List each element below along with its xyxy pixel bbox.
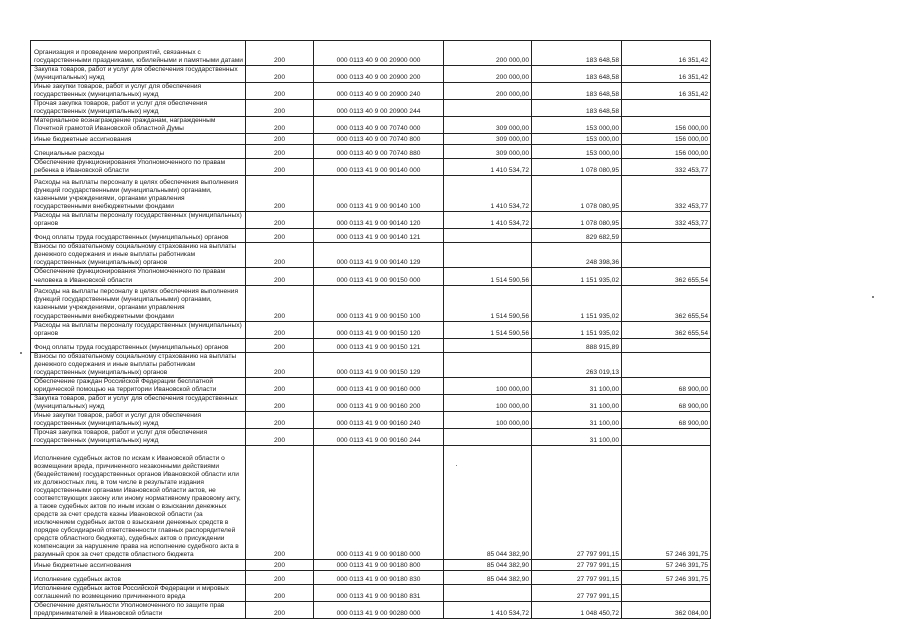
cell-approved: 100 000,00	[444, 394, 532, 411]
table-row	[31, 134, 711, 145]
cell-unexecuted	[622, 338, 711, 352]
cell-code: 200	[246, 268, 314, 285]
cell-name: Прочая закупка товаров, работ и услуг для обеспечения государственных (муниципальных) нужд	[31, 100, 246, 117]
cell-addr: 000 0113 41 9 00 90140 120	[314, 212, 444, 229]
table-row	[31, 428, 711, 445]
cell-code: 200	[246, 584, 314, 601]
table-row	[31, 176, 711, 212]
cell-name: Организация и проведение мероприятий, связанных с государственными праздниками, юбилейными и памятными датами	[31, 41, 246, 66]
cell-addr: 000 0113 41 9 00 90150 120	[314, 321, 444, 338]
cell-name: Обеспечение функционирования Уполномоченного по правам человека в Ивановской области	[31, 268, 246, 285]
cell-unexecuted: 68 900,00	[622, 411, 711, 428]
cell-executed: 31 100,00	[532, 394, 622, 411]
cell-code: 200	[246, 321, 314, 338]
cell-executed: 1 151 935,02	[532, 285, 622, 321]
cell-addr: 000 0113 41 9 00 90180 800	[314, 559, 444, 570]
budget-execution-table	[30, 40, 711, 619]
cell-code: 200	[246, 394, 314, 411]
cell-addr: 000 0113 41 9 00 90180 830	[314, 570, 444, 584]
cell-code: 200	[246, 570, 314, 584]
cell-name: Специальные расходы	[31, 145, 246, 159]
table-row	[31, 100, 711, 117]
cell-executed: 888 915,89	[532, 338, 622, 352]
cell-code: 200	[246, 602, 314, 619]
scan-speck	[456, 465, 457, 466]
cell-addr: 000 0113 40 9 00 20900 200	[314, 66, 444, 83]
cell-approved: 200 000,00	[444, 66, 532, 83]
table-row	[31, 584, 711, 601]
cell-executed: 1 078 080,95	[532, 159, 622, 176]
cell-addr: 000 0113 41 9 00 90160 240	[314, 411, 444, 428]
cell-addr: 000 0113 41 9 00 90150 100	[314, 285, 444, 321]
cell-unexecuted: 16 351,42	[622, 66, 711, 83]
cell-code: 200	[246, 145, 314, 159]
cell-executed: 31 100,00	[532, 428, 622, 445]
cell-executed: 153 000,00	[532, 145, 622, 159]
cell-unexecuted: 156 000,00	[622, 117, 711, 134]
cell-name: Исполнение судебных актов по искам к Ивановской области о возмещении вреда, причиненного незаконными действиями (бездействием) государственных органов Ивановской области или их должностных лиц, в том числе в результате издания государственными органами Ивановской области актов, не соответствующих закону или иному нормативному правовому акту, а также судебных актов по иным искам о взыскании денежных средств за счет средств казны Ивановской области (за исключением судебных актов о взыскании денежных средств в порядке субсидиарной ответственности главных распорядителей средств областного бюджета), судебных актов о присуждении компенсации за нарушение права на исполнение судебного акта в разумный срок за счет средств областного бюджета	[31, 445, 246, 559]
cell-name: Иные бюджетные ассигнования	[31, 559, 246, 570]
cell-addr: 000 0113 41 9 00 90140 121	[314, 229, 444, 243]
cell-approved: 200 000,00	[444, 83, 532, 100]
table-row	[31, 411, 711, 428]
cell-name: Исполнение судебных актов Российской Федерации и мировых соглашений по возмещению причиненного вреда	[31, 584, 246, 601]
cell-code: 200	[246, 83, 314, 100]
cell-executed: 31 100,00	[532, 377, 622, 394]
cell-unexecuted: 362 655,54	[622, 268, 711, 285]
cell-name: Материальное вознаграждение гражданам, награжденным Почетной грамотой Ивановской областной Думы	[31, 117, 246, 134]
cell-unexecuted: 362 084,00	[622, 602, 711, 619]
cell-approved: 100 000,00	[444, 411, 532, 428]
cell-code: 200	[246, 100, 314, 117]
table-row	[31, 285, 711, 321]
table-row	[31, 559, 711, 570]
table-row	[31, 268, 711, 285]
cell-code: 200	[246, 159, 314, 176]
cell-addr: 000 0113 41 9 00 90140 000	[314, 159, 444, 176]
cell-addr: 000 0113 40 9 00 70740 880	[314, 145, 444, 159]
cell-executed: 183 648,58	[532, 41, 622, 66]
cell-approved: 1 514 590,56	[444, 268, 532, 285]
cell-unexecuted	[622, 428, 711, 445]
table-row	[31, 445, 711, 559]
cell-unexecuted: 362 655,54	[622, 321, 711, 338]
cell-name: Взносы по обязательному социальному страхованию на выплаты денежного содержания и иные выплаты работникам государственных (муниципальных) органов	[31, 352, 246, 377]
cell-executed: 1 078 080,95	[532, 212, 622, 229]
table-row	[31, 83, 711, 100]
scan-speck	[872, 296, 874, 298]
cell-executed: 248 398,36	[532, 243, 622, 268]
table-body	[31, 41, 711, 619]
cell-approved: 1 410 534,72	[444, 159, 532, 176]
cell-executed: 27 797 991,15	[532, 445, 622, 559]
cell-name: Обеспечение граждан Российской Федерации бесплатной юридической помощью на территории Ивановской области	[31, 377, 246, 394]
cell-executed: 1 151 935,02	[532, 268, 622, 285]
cell-executed: 1 078 080,95	[532, 176, 622, 212]
cell-code: 200	[246, 445, 314, 559]
cell-approved: 85 044 382,90	[444, 570, 532, 584]
table-row	[31, 570, 711, 584]
cell-addr: 000 0113 41 9 00 90140 100	[314, 176, 444, 212]
table-row	[31, 394, 711, 411]
cell-unexecuted	[622, 229, 711, 243]
cell-executed: 1 048 450,72	[532, 602, 622, 619]
cell-unexecuted: 156 000,00	[622, 134, 711, 145]
cell-name: Закупка товаров, работ и услуг для обеспечения государственных (муниципальных) нужд	[31, 394, 246, 411]
cell-approved: 1 410 534,72	[444, 176, 532, 212]
cell-addr: 000 0113 41 9 00 90180 000	[314, 445, 444, 559]
cell-unexecuted: 332 453,77	[622, 212, 711, 229]
cell-addr: 000 0113 41 9 00 90280 000	[314, 602, 444, 619]
cell-name: Расходы на выплаты персоналу в целях обеспечения выполнения функций государственными (муниципальными) органами, казенными учреждениями, органами управления государственными внебюджетными фондами	[31, 285, 246, 321]
cell-name: Взносы по обязательному социальному страхованию на выплаты денежного содержания и иные выплаты работникам государственных (муниципальных) органов	[31, 243, 246, 268]
cell-unexecuted: 57 246 391,75	[622, 445, 711, 559]
cell-name: Иные закупки товаров, работ и услуг для обеспечения государственных (муниципальных) нужд	[31, 411, 246, 428]
cell-name: Расходы на выплаты персоналу государственных (муниципальных) органов	[31, 321, 246, 338]
cell-approved: 85 044 382,90	[444, 445, 532, 559]
table-row	[31, 352, 711, 377]
cell-code: 200	[246, 243, 314, 268]
cell-addr: 000 0113 41 9 00 90140 129	[314, 243, 444, 268]
cell-approved	[444, 352, 532, 377]
cell-unexecuted: 362 655,54	[622, 285, 711, 321]
cell-unexecuted: 16 351,42	[622, 83, 711, 100]
cell-executed: 1 151 935,02	[532, 321, 622, 338]
budget-report-sheet	[30, 40, 710, 619]
cell-code: 200	[246, 285, 314, 321]
cell-unexecuted	[622, 352, 711, 377]
table-row	[31, 377, 711, 394]
table-row	[31, 602, 711, 619]
cell-unexecuted	[622, 243, 711, 268]
cell-unexecuted: 57 246 391,75	[622, 570, 711, 584]
cell-approved: 1 514 590,56	[444, 321, 532, 338]
cell-unexecuted: 156 000,00	[622, 145, 711, 159]
cell-addr: 000 0113 41 9 00 90160 000	[314, 377, 444, 394]
cell-executed: 183 648,58	[532, 100, 622, 117]
cell-unexecuted: 332 453,77	[622, 159, 711, 176]
cell-approved: 1 410 534,72	[444, 602, 532, 619]
cell-code: 200	[246, 559, 314, 570]
cell-approved: 85 044 382,90	[444, 559, 532, 570]
table-row	[31, 321, 711, 338]
cell-approved: 309 000,00	[444, 145, 532, 159]
cell-approved	[444, 243, 532, 268]
cell-unexecuted: 68 900,00	[622, 377, 711, 394]
cell-approved: 1 410 534,72	[444, 212, 532, 229]
cell-code: 200	[246, 66, 314, 83]
cell-approved: 200 000,00	[444, 41, 532, 66]
cell-code: 200	[246, 41, 314, 66]
cell-executed: 263 019,13	[532, 352, 622, 377]
table-row	[31, 145, 711, 159]
cell-name: Фонд оплаты труда государственных (муниципальных) органов	[31, 338, 246, 352]
cell-name: Фонд оплаты труда государственных (муниципальных) органов	[31, 229, 246, 243]
cell-addr: 000 0113 40 9 00 20900 244	[314, 100, 444, 117]
table-row	[31, 229, 711, 243]
cell-approved: 100 000,00	[444, 377, 532, 394]
cell-code: 200	[246, 338, 314, 352]
cell-name: Исполнение судебных актов	[31, 570, 246, 584]
cell-code: 200	[246, 428, 314, 445]
cell-unexecuted: 57 246 391,75	[622, 559, 711, 570]
table-row	[31, 212, 711, 229]
cell-name: Иные закупки товаров, работ и услуг для обеспечения государственных (муниципальных) нужд	[31, 83, 246, 100]
cell-addr: 000 0113 41 9 00 90150 121	[314, 338, 444, 352]
cell-unexecuted: 332 453,77	[622, 176, 711, 212]
cell-code: 200	[246, 411, 314, 428]
cell-addr: 000 0113 41 9 00 90160 200	[314, 394, 444, 411]
cell-unexecuted: 68 900,00	[622, 394, 711, 411]
cell-code: 200	[246, 377, 314, 394]
cell-code: 200	[246, 212, 314, 229]
cell-code: 200	[246, 134, 314, 145]
cell-approved	[444, 229, 532, 243]
cell-code: 200	[246, 176, 314, 212]
cell-approved	[444, 584, 532, 601]
cell-executed: 31 100,00	[532, 411, 622, 428]
cell-addr: 000 0113 40 9 00 70740 000	[314, 117, 444, 134]
cell-executed: 183 648,58	[532, 66, 622, 83]
cell-approved: 309 000,00	[444, 117, 532, 134]
table-row	[31, 338, 711, 352]
cell-addr: 000 0113 40 9 00 20900 240	[314, 83, 444, 100]
cell-code: 200	[246, 229, 314, 243]
cell-executed: 183 648,58	[532, 83, 622, 100]
table-row	[31, 66, 711, 83]
cell-executed: 829 682,59	[532, 229, 622, 243]
table-row	[31, 41, 711, 66]
cell-executed: 27 797 991,15	[532, 584, 622, 601]
cell-unexecuted	[622, 584, 711, 601]
table-row	[31, 117, 711, 134]
cell-name: Прочая закупка товаров, работ и услуг для обеспечения государственных (муниципальных) нужд	[31, 428, 246, 445]
cell-addr: 000 0113 41 9 00 90180 831	[314, 584, 444, 601]
cell-executed: 153 000,00	[532, 134, 622, 145]
cell-name: Расходы на выплаты персоналу государственных (муниципальных) органов	[31, 212, 246, 229]
cell-addr: 000 0113 40 9 00 20900 000	[314, 41, 444, 66]
cell-addr: 000 0113 41 9 00 90150 129	[314, 352, 444, 377]
cell-addr: 000 0113 41 9 00 90150 000	[314, 268, 444, 285]
scan-speck	[20, 352, 22, 354]
cell-name: Обеспечение деятельности Уполномоченного по защите прав предпринимателей в Ивановской области	[31, 602, 246, 619]
cell-name: Иные бюджетные ассигнования	[31, 134, 246, 145]
cell-unexecuted	[622, 100, 711, 117]
cell-addr: 000 0113 40 9 00 70740 800	[314, 134, 444, 145]
cell-executed: 153 000,00	[532, 117, 622, 134]
cell-addr: 000 0113 41 9 00 90160 244	[314, 428, 444, 445]
cell-code: 200	[246, 352, 314, 377]
cell-approved: 309 000,00	[444, 134, 532, 145]
cell-executed: 27 797 991,15	[532, 559, 622, 570]
cell-name: Обеспечение функционирования Уполномоченного по правам ребенка в Ивановской области	[31, 159, 246, 176]
cell-approved	[444, 338, 532, 352]
cell-approved: 1 514 590,56	[444, 285, 532, 321]
table-row	[31, 243, 711, 268]
cell-name: Расходы на выплаты персоналу в целях обеспечения выполнения функций государственными (муниципальными) органами, казенными учреждениями, органами управления государственными внебюджетными фондами	[31, 176, 246, 212]
table-row	[31, 159, 711, 176]
cell-code: 200	[246, 117, 314, 134]
cell-executed: 27 797 991,15	[532, 570, 622, 584]
cell-unexecuted: 16 351,42	[622, 41, 711, 66]
cell-name: Закупка товаров, работ и услуг для обеспечения государственных (муниципальных) нужд	[31, 66, 246, 83]
cell-approved	[444, 100, 532, 117]
cell-approved	[444, 428, 532, 445]
